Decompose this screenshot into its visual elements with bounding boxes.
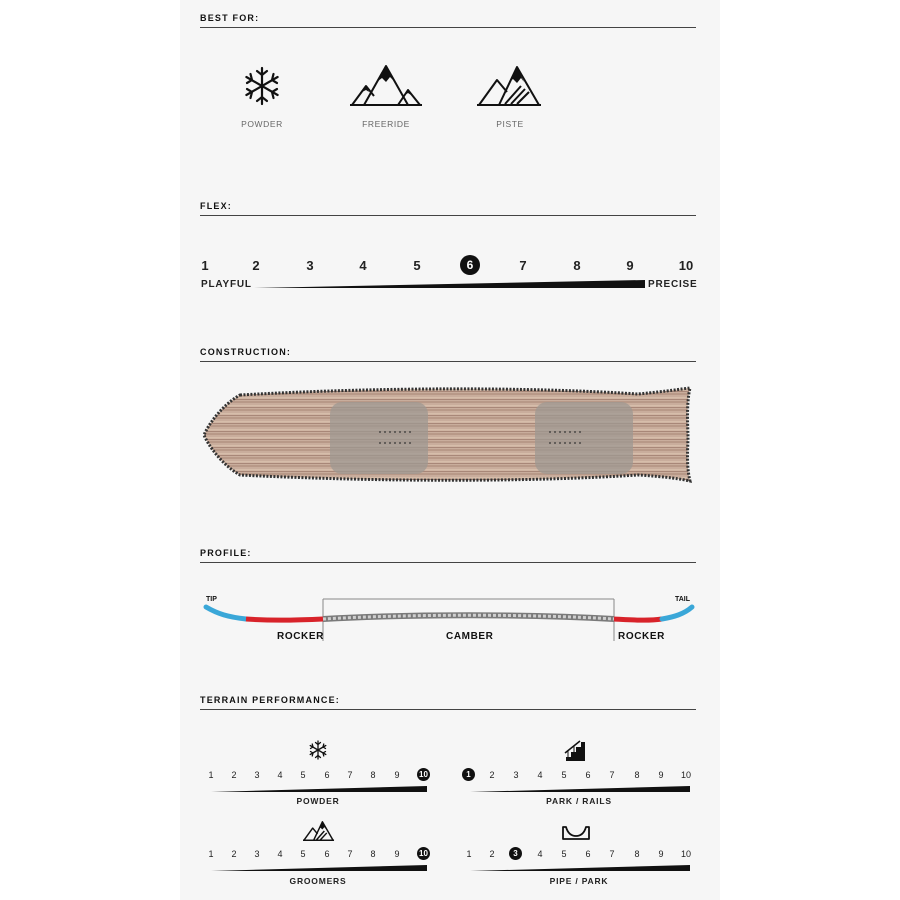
groomers-rating-3: 3 [254, 849, 260, 859]
groomers-rating-4: 4 [277, 849, 283, 859]
profile-rocker-left-label: ROCKER [277, 631, 324, 642]
flex-title: FLEX: [200, 201, 232, 211]
terrain-powder-snowflake-icon [308, 740, 328, 760]
best-for-title: BEST FOR: [200, 13, 260, 23]
flex-number-7: 7 [519, 258, 527, 273]
park-rails-rating-9: 9 [658, 770, 664, 780]
pipe-park-scale-wedge [470, 864, 690, 872]
groomers-rating-9: 9 [394, 849, 400, 859]
groomers-scale-wedge [211, 864, 427, 872]
flex-number-5: 5 [413, 258, 421, 273]
powder-rating-2: 2 [231, 770, 237, 780]
best-for-divider [200, 27, 696, 28]
powder-rating-10-selected: 10 [417, 768, 430, 781]
terrain-groomers-label: GROOMERS [289, 876, 347, 886]
pipe-park-rating-6: 6 [585, 849, 591, 859]
groomers-rating-7: 7 [347, 849, 353, 859]
powder-scale-wedge [211, 785, 427, 793]
powder-rating-7: 7 [347, 770, 353, 780]
freeride-mountains-icon [350, 62, 422, 108]
flex-number-10: 10 [678, 258, 694, 273]
park-rails-rating-4: 4 [537, 770, 543, 780]
powder-rating-1: 1 [208, 770, 214, 780]
groomers-rating-10-selected: 10 [417, 847, 430, 860]
powder-rating-8: 8 [370, 770, 376, 780]
best-for-freeride-label: FREERIDE [362, 119, 410, 129]
powder-rating-6: 6 [324, 770, 330, 780]
profile-divider [200, 562, 696, 563]
best-for-powder-label: POWDER [241, 119, 283, 129]
pipe-park-rating-5: 5 [561, 849, 567, 859]
profile-camber-label: CAMBER [446, 631, 494, 642]
pipe-park-rating-2: 2 [489, 849, 495, 859]
profile-title: PROFILE: [200, 548, 252, 558]
terrain-title: TERRAIN PERFORMANCE: [200, 695, 340, 705]
groomers-rating-8: 8 [370, 849, 376, 859]
flex-precise-label: PRECISE [648, 279, 698, 290]
flex-number-1: 1 [201, 258, 209, 273]
pipe-park-rating-9: 9 [658, 849, 664, 859]
powder-rating-5: 5 [300, 770, 306, 780]
flex-number-8: 8 [573, 258, 581, 273]
profile-rocker-right-label: ROCKER [618, 631, 665, 642]
flex-number-2: 2 [252, 258, 260, 273]
park-rails-rating-3: 3 [513, 770, 519, 780]
terrain-powder-label: POWDER [296, 796, 340, 806]
snowflake-icon [242, 66, 282, 106]
flex-number-9: 9 [626, 258, 634, 273]
pipe-park-rating-4: 4 [537, 849, 543, 859]
terrain-stairs-rail-icon [564, 740, 586, 762]
powder-rating-3: 3 [254, 770, 260, 780]
park-rails-rating-5: 5 [561, 770, 567, 780]
powder-rating-9: 9 [394, 770, 400, 780]
terrain-park-rails-label: PARK / RAILS [546, 796, 612, 806]
park-rails-rating-8: 8 [634, 770, 640, 780]
groomers-rating-1: 1 [208, 849, 214, 859]
construction-divider [200, 361, 696, 362]
flex-divider [200, 215, 696, 216]
groomers-rating-5: 5 [300, 849, 306, 859]
best-for-piste-label: PISTE [496, 119, 524, 129]
park-rails-rating-2: 2 [489, 770, 495, 780]
park-rails-rating-7: 7 [609, 770, 615, 780]
groomers-rating-2: 2 [231, 849, 237, 859]
pipe-park-rating-8: 8 [634, 849, 640, 859]
pipe-park-rating-1: 1 [466, 849, 472, 859]
flex-scale-wedge [252, 278, 646, 290]
groomers-rating-6: 6 [324, 849, 330, 859]
powder-rating-4: 4 [277, 770, 283, 780]
park-rails-rating-1-selected: 1 [462, 768, 475, 781]
terrain-divider [200, 709, 696, 710]
pipe-park-rating-10: 10 [680, 849, 691, 859]
park-rails-rating-6: 6 [585, 770, 591, 780]
piste-mountain-icon [477, 64, 543, 108]
pipe-park-rating-7: 7 [609, 849, 615, 859]
construction-title: CONSTRUCTION: [200, 347, 292, 357]
profile-tail-label: TAIL [675, 596, 691, 603]
park-rails-scale-wedge [470, 785, 690, 793]
flex-number-3: 3 [306, 258, 314, 273]
profile-tip-label: TIP [206, 596, 217, 603]
flex-number-4: 4 [359, 258, 367, 273]
pipe-park-rating-3-selected: 3 [509, 847, 522, 860]
flex-playful-label: PLAYFUL [201, 279, 252, 290]
flex-number-6-selected: 6 [460, 255, 480, 275]
park-rails-rating-10: 10 [680, 770, 691, 780]
terrain-halfpipe-icon [562, 826, 590, 840]
terrain-groomers-mountain-icon [303, 820, 335, 842]
snowboard-construction-icon [200, 385, 700, 485]
terrain-pipe-park-label: PIPE / PARK [549, 876, 609, 886]
